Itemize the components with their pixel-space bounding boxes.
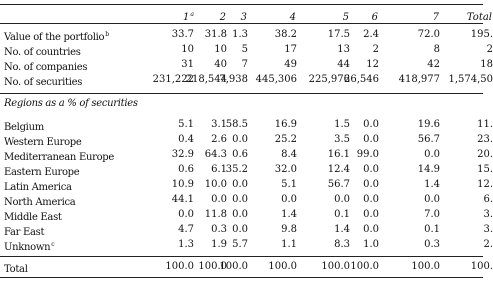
column-header-text: 6 [371, 12, 378, 23]
table-cell: 4.7 [178, 224, 194, 235]
table-cell: 0.6 [178, 164, 194, 175]
row-label-text: Latin America [4, 182, 72, 193]
row-label [4, 28, 109, 44]
table-cell: 23. [477, 134, 493, 145]
section-label-text: Regions as a % of securities [4, 98, 138, 109]
footnote-marker: c [51, 241, 55, 248]
table-cell: 225,976 [308, 74, 350, 85]
table-cell: 12 [366, 59, 379, 70]
row-label-text: Eastern Europe [4, 167, 80, 178]
row-label-text: Far East [4, 227, 45, 238]
table-cell: 0.3 [211, 224, 227, 235]
table-cell: 0.0 [211, 194, 227, 205]
table-cell: 100.0 [350, 261, 379, 272]
table-row [0, 223, 493, 238]
table-cell: 0.1 [334, 209, 350, 220]
table-cell: 31 [181, 59, 194, 70]
row-label [4, 58, 88, 74]
table-cell: 0.0 [363, 194, 379, 205]
table-cell: 0.0 [424, 149, 440, 160]
table-cell: 1.5 [334, 119, 350, 130]
column-header-text: 2 [219, 12, 226, 23]
table-cell: 10.0 [204, 179, 227, 190]
table-cell: 44.1 [171, 194, 194, 205]
row-label [4, 118, 45, 134]
table-cell: 2 [372, 44, 379, 55]
table-row [0, 148, 493, 163]
table-cell: 10 [181, 44, 194, 55]
table-cell: 10 [214, 44, 227, 55]
table-cell: 6. [483, 194, 493, 205]
table-cell: 20. [477, 149, 493, 160]
table-cell: 31.8 [204, 29, 227, 40]
table-cell: 0.6 [232, 149, 248, 160]
table-row [0, 178, 493, 193]
column-header-text: 3 [240, 12, 247, 23]
table-cell: 25.2 [274, 134, 297, 145]
footnote-marker: b [105, 31, 109, 38]
table-cell: 2. [483, 239, 493, 250]
table-row [0, 163, 493, 178]
table-cell: 0.0 [363, 119, 379, 130]
summary-rule [0, 93, 483, 94]
table-cell: 12. [477, 179, 493, 190]
table-cell: 38.2 [274, 29, 297, 40]
column-header-text: 1 [183, 12, 190, 23]
table-row [0, 238, 493, 253]
table-cell: 1.4 [334, 224, 350, 235]
table-row [0, 118, 493, 133]
column-header [433, 8, 493, 24]
table-cell: 56.7 [327, 179, 350, 190]
table-row [0, 73, 493, 88]
table-cell: 11. [477, 119, 493, 130]
table-cell: 100.0 [268, 261, 297, 272]
table-cell: 0.0 [363, 164, 379, 175]
table-cell: 6.1 [211, 164, 227, 175]
table-cell: 49 [284, 59, 297, 70]
table-cell: 3. [483, 224, 493, 235]
row-label-text: Total [4, 264, 28, 275]
table-cell: 7,938 [219, 74, 248, 85]
top-rule [0, 4, 483, 5]
table-row [0, 43, 493, 58]
table-cell: 0.0 [232, 209, 248, 220]
table-cell: 26,546 [344, 74, 379, 85]
table-cell: 0.0 [232, 224, 248, 235]
table-cell: 1,574,50 [448, 74, 493, 85]
row-label [4, 43, 82, 59]
row-label [4, 148, 115, 164]
table-cell: 418,977 [398, 74, 440, 85]
table-cell: 2.4 [363, 29, 379, 40]
column-header-text: 7 [432, 12, 439, 23]
table-cell: 19.6 [417, 119, 440, 130]
table-cell: 18 [480, 59, 493, 70]
table-cell: 0.0 [424, 194, 440, 205]
table-cell: 99.0 [356, 149, 379, 160]
table-cell: 0.0 [232, 194, 248, 205]
table-cell: 0.1 [424, 224, 440, 235]
table-cell: 0.3 [424, 239, 440, 250]
table-cell: 1.1 [281, 239, 297, 250]
row-label-text: Mediterranean Europe [4, 152, 115, 163]
table-cell: 100.0 [198, 261, 227, 272]
table-cell: 8 [433, 44, 440, 55]
table-cell: 1.3 [232, 29, 248, 40]
table-cell: 3.1 [211, 119, 227, 130]
table-cell: 12.4 [327, 164, 350, 175]
total-rule [0, 256, 483, 257]
column-header [237, 8, 297, 24]
table-cell: 8.3 [334, 239, 350, 250]
row-label [4, 208, 63, 224]
table-cell: 0.0 [232, 179, 248, 190]
table-cell: 2.6 [211, 134, 227, 145]
table-row [0, 208, 493, 223]
table-cell: 17.5 [327, 29, 350, 40]
row-label [4, 73, 83, 89]
table-cell: 5.1 [281, 179, 297, 190]
table-cell: 32.0 [274, 164, 297, 175]
row-label [4, 193, 76, 209]
table-cell: 5.1 [178, 119, 194, 130]
column-header [380, 8, 440, 24]
table-row [0, 28, 493, 43]
table-cell: 218,544 [185, 74, 227, 85]
table-cell: 231,222 [152, 74, 194, 85]
row-label-text: Middle East [4, 212, 62, 223]
table-cell: 13 [337, 44, 350, 55]
table-cell: 100.0 [219, 261, 248, 272]
row-label [4, 223, 45, 239]
table-cell: 5.7 [232, 239, 248, 250]
table-cell: 10.9 [171, 179, 194, 190]
column-header-text: 4 [289, 12, 296, 23]
table-cell: 0.4 [178, 134, 194, 145]
table-cell: 100. [470, 261, 493, 272]
table-cell: 0.0 [363, 179, 379, 190]
table-cell: 0.0 [334, 194, 350, 205]
table-header-row [0, 8, 492, 23]
table-cell: 7.0 [424, 209, 440, 220]
row-label [4, 133, 83, 149]
table-cell: 72.0 [417, 29, 440, 40]
footnote-marker: a [190, 11, 194, 18]
table-cell: 3.5 [334, 134, 350, 145]
table-cell: 1.3 [178, 239, 194, 250]
table-row [0, 133, 493, 148]
row-label [4, 163, 80, 179]
table-cell: 9.8 [281, 224, 297, 235]
row-label-text: Value of the portfolio [4, 32, 105, 43]
section-label [0, 97, 483, 110]
table-cell: 0.0 [363, 224, 379, 235]
table-cell: 0.0 [363, 134, 379, 145]
row-label [4, 238, 54, 254]
table-cell: 1.9 [211, 239, 227, 250]
table-cell: 14.9 [417, 164, 440, 175]
table-cell: 16.1 [327, 149, 350, 160]
column-header-text: 5 [342, 12, 349, 23]
table-cell: 0.0 [178, 209, 194, 220]
table-cell: 44 [337, 59, 350, 70]
table-cell: 1.4 [281, 209, 297, 220]
row-label-text: Belgium [4, 122, 44, 133]
table-cell: 42 [427, 59, 440, 70]
table-cell: 17 [284, 44, 297, 55]
row-label-text: Western Europe [4, 137, 82, 148]
row-label-text: No. of countries [4, 47, 81, 58]
table-cell: 3. [483, 209, 493, 220]
column-header [319, 8, 379, 24]
table-cell: 11.8 [204, 209, 227, 220]
table-cell: 58.5 [225, 119, 248, 130]
table-cell: 32.9 [171, 149, 194, 160]
row-label-text: No. of companies [4, 62, 88, 73]
table-row [0, 58, 493, 73]
table-cell: 1.4 [424, 179, 440, 190]
table-cell: 100.0 [165, 261, 194, 272]
table-cell: 35.2 [225, 164, 248, 175]
table-cell: 1.0 [363, 239, 379, 250]
table-row [0, 260, 493, 275]
table-cell: 5 [241, 44, 248, 55]
table-cell: 16.9 [274, 119, 297, 130]
table-cell: 0.0 [281, 194, 297, 205]
row-label-text: Unknown [4, 242, 51, 253]
table-cell: 56.7 [417, 134, 440, 145]
table-cell: 7 [241, 59, 248, 70]
table-cell: 8.4 [281, 149, 297, 160]
row-label [4, 260, 29, 276]
table-cell: 15. [477, 164, 493, 175]
table-cell: 0.0 [232, 134, 248, 145]
column-header-text: Total [466, 12, 492, 23]
table-row [0, 193, 493, 208]
table-cell: 2 [486, 44, 493, 55]
row-label-text: North America [4, 197, 76, 208]
table-cell: 100.0 [321, 261, 350, 272]
table-cell: 445,306 [255, 74, 297, 85]
row-label-text: No. of securities [4, 77, 83, 88]
table-cell: 0.0 [363, 209, 379, 220]
row-label [4, 178, 73, 194]
table-cell: 40 [214, 59, 227, 70]
table-cell: 33.7 [171, 29, 194, 40]
bottom-rule [0, 277, 483, 278]
table-cell: 100.0 [411, 261, 440, 272]
header-rule [0, 23, 483, 24]
table-cell: 64.3 [204, 149, 227, 160]
table-cell: 195. [470, 29, 493, 40]
